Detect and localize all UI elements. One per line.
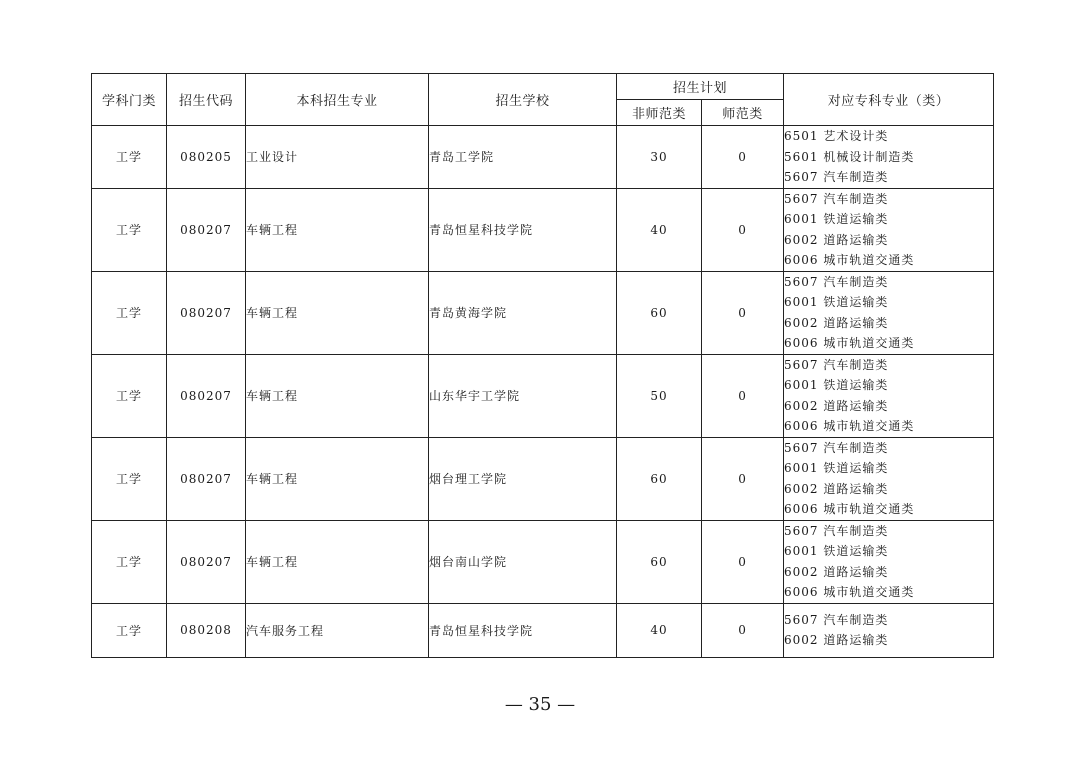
cell-major: 工业设计	[246, 126, 429, 189]
cell-school: 青岛黄海学院	[429, 271, 617, 354]
cell-school: 烟台南山学院	[429, 520, 617, 603]
cell-major: 车辆工程	[246, 271, 429, 354]
cell-corresponding	[784, 354, 994, 437]
table-row	[92, 354, 994, 437]
cell-discipline: 工学	[92, 603, 167, 657]
cell-non-normal: 60	[617, 520, 702, 603]
corresponding-item: 6006 城市轨道交通类	[784, 253, 915, 267]
cell-code: 080207	[167, 188, 246, 271]
cell-major: 车辆工程	[246, 188, 429, 271]
corresponding-item: 6006 城市轨道交通类	[784, 336, 915, 350]
corresponding-item: 6501 艺术设计类	[784, 129, 889, 143]
cell-school: 烟台理工学院	[429, 437, 617, 520]
corresponding-item: 6001 铁道运输类	[784, 378, 889, 392]
cell-corresponding	[784, 520, 994, 603]
cell-normal: 0	[702, 520, 784, 603]
table-row	[92, 437, 994, 520]
cell-discipline: 工学	[92, 354, 167, 437]
corresponding-item: 6002 道路运输类	[784, 633, 889, 647]
header-normal: 师范类	[702, 100, 784, 126]
cell-code: 080207	[167, 354, 246, 437]
cell-non-normal: 60	[617, 437, 702, 520]
corresponding-item: 5607 汽车制造类	[784, 523, 889, 538]
corresponding-item: 6002 道路运输类	[784, 315, 889, 330]
corresponding-item: 5607 汽车制造类	[784, 170, 889, 184]
table-row	[92, 603, 994, 657]
cell-discipline: 工学	[92, 271, 167, 354]
cell-corresponding	[784, 603, 994, 657]
header-non-normal: 非师范类	[617, 100, 702, 126]
cell-non-normal: 60	[617, 271, 702, 354]
corresponding-item: 6006 城市轨道交通类	[784, 419, 915, 433]
header-major: 本科招生专业	[246, 74, 429, 126]
header-corresponding: 对应专科专业（类）	[784, 74, 994, 126]
cell-school: 山东华宇工学院	[429, 354, 617, 437]
cell-discipline: 工学	[92, 520, 167, 603]
cell-normal: 0	[702, 271, 784, 354]
admissions-table	[91, 73, 994, 658]
cell-non-normal: 40	[617, 188, 702, 271]
table-row	[92, 188, 994, 271]
cell-normal: 0	[702, 126, 784, 189]
cell-major: 车辆工程	[246, 437, 429, 520]
cell-corresponding	[784, 271, 994, 354]
corresponding-item: 6001 铁道运输类	[784, 212, 889, 226]
header-school: 招生学校	[429, 74, 617, 126]
cell-normal: 0	[702, 354, 784, 437]
cell-discipline: 工学	[92, 437, 167, 520]
cell-normal: 0	[702, 188, 784, 271]
corresponding-item: 5607 汽车制造类	[784, 357, 889, 372]
cell-non-normal: 30	[617, 126, 702, 189]
cell-major: 车辆工程	[246, 354, 429, 437]
corresponding-item: 6001 铁道运输类	[784, 461, 889, 475]
header-plan: 招生计划	[617, 74, 784, 100]
corresponding-item: 6002 道路运输类	[784, 232, 889, 247]
corresponding-item: 5607 汽车制造类	[784, 440, 889, 455]
header-code: 招生代码	[167, 74, 246, 126]
corresponding-item: 6006 城市轨道交通类	[784, 585, 915, 599]
cell-corresponding	[784, 188, 994, 271]
corresponding-item: 6002 道路运输类	[784, 564, 889, 579]
page-number: — 35 —	[504, 694, 576, 715]
table-row	[92, 126, 994, 189]
cell-normal: 0	[702, 603, 784, 657]
cell-school: 青岛工学院	[429, 126, 617, 189]
corresponding-item: 6002 道路运输类	[784, 398, 889, 413]
cell-normal: 0	[702, 437, 784, 520]
cell-code: 080207	[167, 271, 246, 354]
cell-discipline: 工学	[92, 188, 167, 271]
corresponding-item: 6001 铁道运输类	[784, 544, 889, 558]
header-discipline: 学科门类	[92, 74, 167, 126]
table-row	[92, 520, 994, 603]
cell-non-normal: 40	[617, 603, 702, 657]
corresponding-item: 6001 铁道运输类	[784, 295, 889, 309]
cell-corresponding	[784, 437, 994, 520]
cell-non-normal: 50	[617, 354, 702, 437]
cell-school: 青岛恒星科技学院	[429, 603, 617, 657]
cell-code: 080207	[167, 437, 246, 520]
corresponding-item: 6002 道路运输类	[784, 481, 889, 496]
corresponding-item: 5607 汽车制造类	[784, 612, 889, 627]
corresponding-item: 5607 汽车制造类	[784, 191, 889, 206]
table-row	[92, 271, 994, 354]
cell-code: 080207	[167, 520, 246, 603]
corresponding-item: 5601 机械设计制造类	[784, 149, 915, 164]
cell-code: 080205	[167, 126, 246, 189]
corresponding-item: 6006 城市轨道交通类	[784, 502, 915, 516]
cell-code: 080208	[167, 603, 246, 657]
corresponding-item: 5607 汽车制造类	[784, 274, 889, 289]
cell-major: 车辆工程	[246, 520, 429, 603]
cell-discipline: 工学	[92, 126, 167, 189]
cell-major: 汽车服务工程	[246, 603, 429, 657]
cell-school: 青岛恒星科技学院	[429, 188, 617, 271]
cell-corresponding	[784, 126, 994, 189]
